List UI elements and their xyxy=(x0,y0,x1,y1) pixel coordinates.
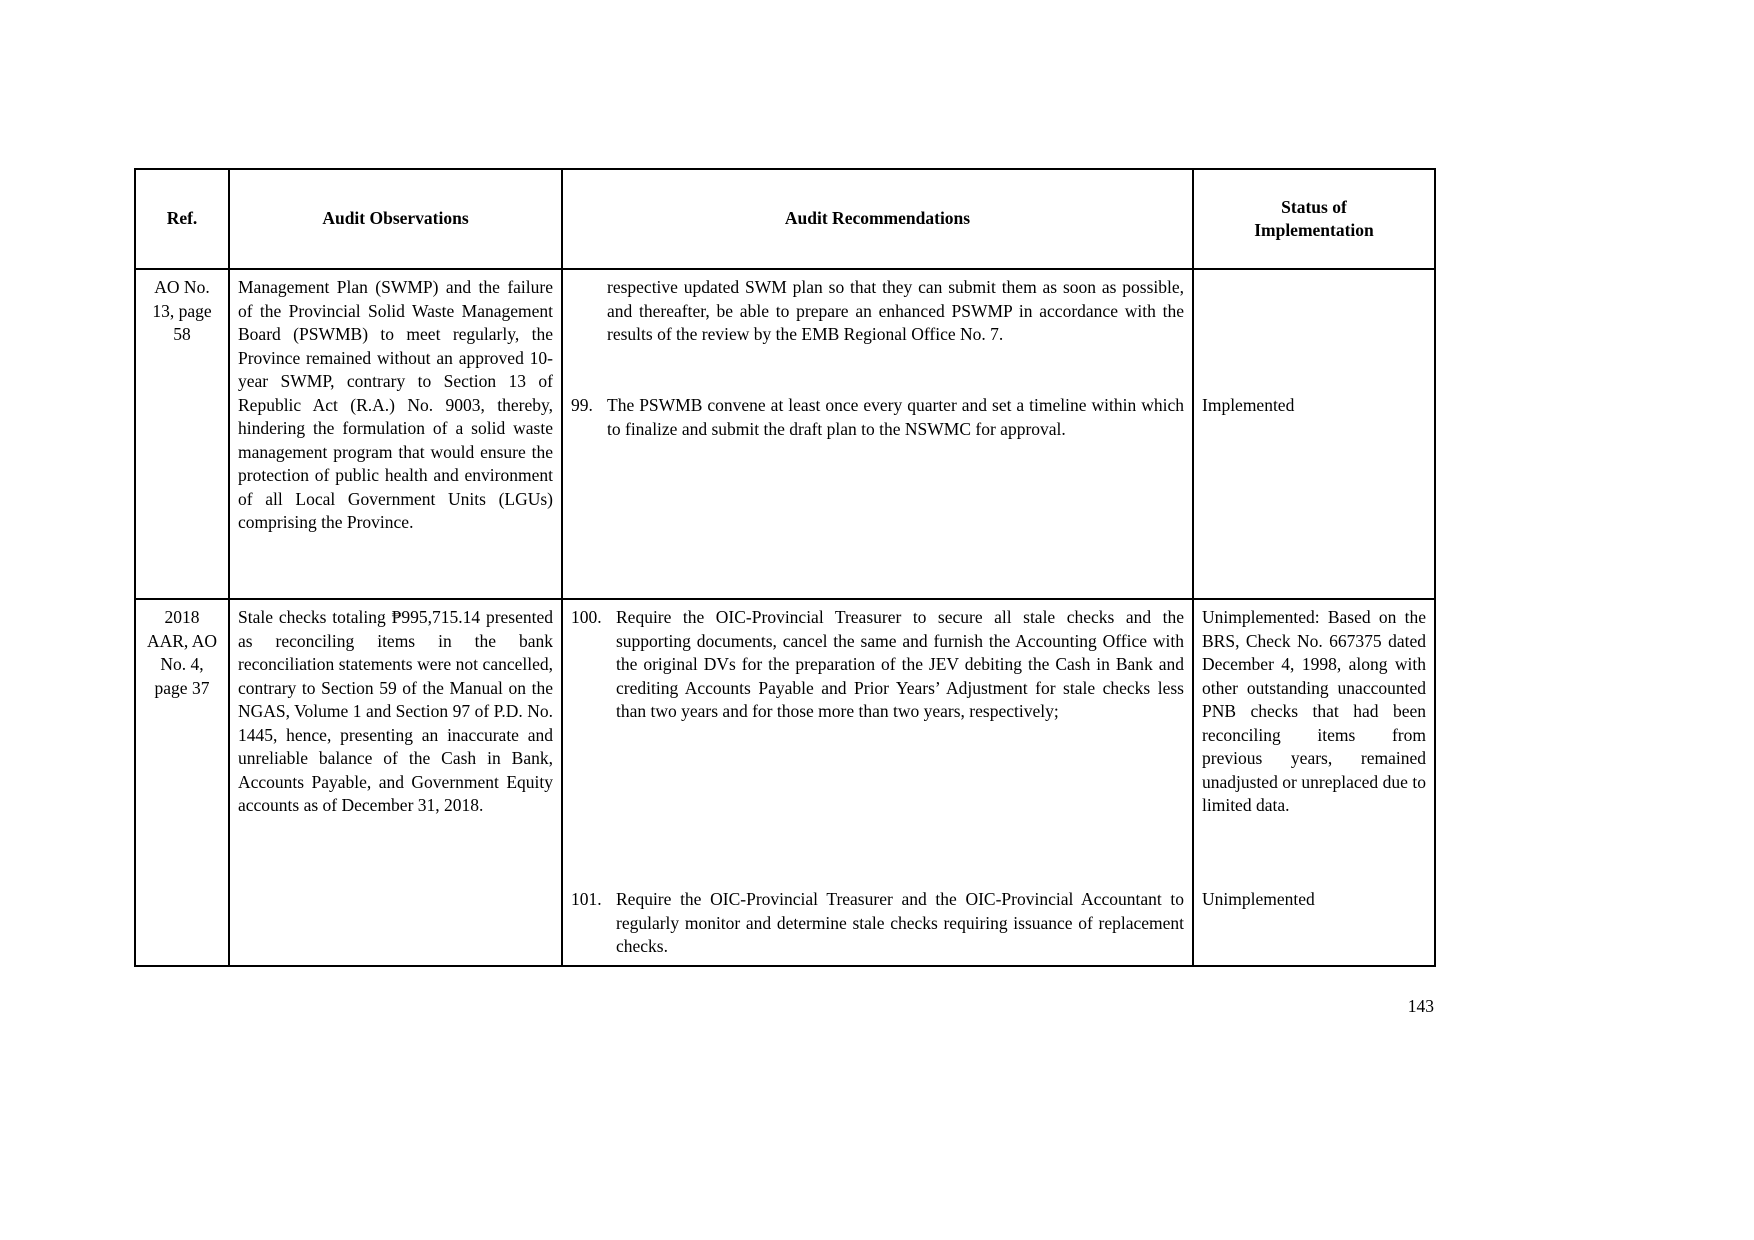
header-recommendations xyxy=(562,169,1193,269)
recommendation-text: respective updated SWM plan so that they can submit them as soon as possible, and thereafter, be able to prepare an enhanced PSWMP in accordance with the results of the review by the EMB Regional Office No. 7. xyxy=(607,277,1184,344)
status-text: Unimplemented xyxy=(1202,889,1315,909)
recommendation-number: 99. xyxy=(571,395,593,415)
status-cell xyxy=(1193,599,1435,966)
header-observations-label: Audit Observations xyxy=(322,208,469,229)
status-text: Unimplemented: Based on the BRS, Check No. 667375 dated December 4, 1998, along with other outstanding unaccounted PNB checks that had been reconciling items from previous years, remained unadjusted or unreplaced due to limited data. xyxy=(1202,607,1426,815)
header-recommendations-label: Audit Recommendations xyxy=(784,208,971,229)
observation-cell: Management Plan (SWMP) and the failure of the Provincial Solid Waste Management Board (PSWMB) to meet regularly, the Province remained without an approved 10-year SWMP, contrary to Section 13 of Republic Act (R.A.) No. 9003, thereby, hindering the formulation of a solid waste management program that would ensure the protection of public health and environment of all Local Government Units (LGUs) comprising the Province. xyxy=(229,269,562,599)
status-text xyxy=(1202,276,1426,394)
ref-cell: AO No. 13, page 58 xyxy=(135,269,229,599)
table-header-row xyxy=(135,169,1435,269)
recommendation-item xyxy=(571,606,1184,888)
recommendation-text: Require the OIC-Provincial Treasurer to secure all stale checks and the supporting documents, cancel the same and furnish the Accounting Office with the original DVs for the preparation of the JEV debiting the Cash in Bank and crediting Accounts Payable and Prior Years’ Adjustment for stale checks less than two years and for those more than two years, respectively; xyxy=(616,607,1184,721)
table-row xyxy=(135,599,1435,966)
header-observations xyxy=(229,169,562,269)
recommendation-text: The PSWMB convene at least once every quarter and set a timeline within which to finalize and submit the draft plan to the NSWMC for approval. xyxy=(607,395,1184,439)
recommendation-item xyxy=(571,888,1184,959)
recommendation-item xyxy=(571,276,1184,394)
recommendations-cell xyxy=(562,599,1193,966)
recommendation-number: 101. xyxy=(571,889,602,909)
recommendation-item xyxy=(571,394,1184,441)
recommendation-number: 100. xyxy=(571,607,602,627)
table-row xyxy=(135,269,1435,599)
header-status-label: Status of Implementation xyxy=(1254,196,1374,240)
page-number: 143 xyxy=(1407,996,1434,1016)
header-ref-label: Ref. xyxy=(166,208,198,229)
header-status xyxy=(1193,169,1435,269)
header-ref xyxy=(135,169,229,269)
audit-table xyxy=(134,168,1436,967)
recommendations-cell xyxy=(562,269,1193,599)
ref-cell: 2018 AAR, AO No. 4, page 37 xyxy=(135,599,229,966)
status-cell xyxy=(1193,269,1435,599)
recommendation-text: Require the OIC-Provincial Treasurer and the OIC-Provincial Accountant to regularly monitor and determine stale checks requiring issuance of replacement checks. xyxy=(616,889,1184,956)
observation-cell: Stale checks totaling ₱995,715.14 presented as reconciling items in the bank reconciliation statements were not cancelled, contrary to Section 59 of the Manual on the NGAS, Volume 1 and Section 97 of P.D. No. 1445, hence, presenting an inaccurate and unreliable balance of the Cash in Bank, Accounts Payable, and Government Equity accounts as of December 31, 2018. xyxy=(229,599,562,966)
status-text: Implemented xyxy=(1202,395,1295,415)
